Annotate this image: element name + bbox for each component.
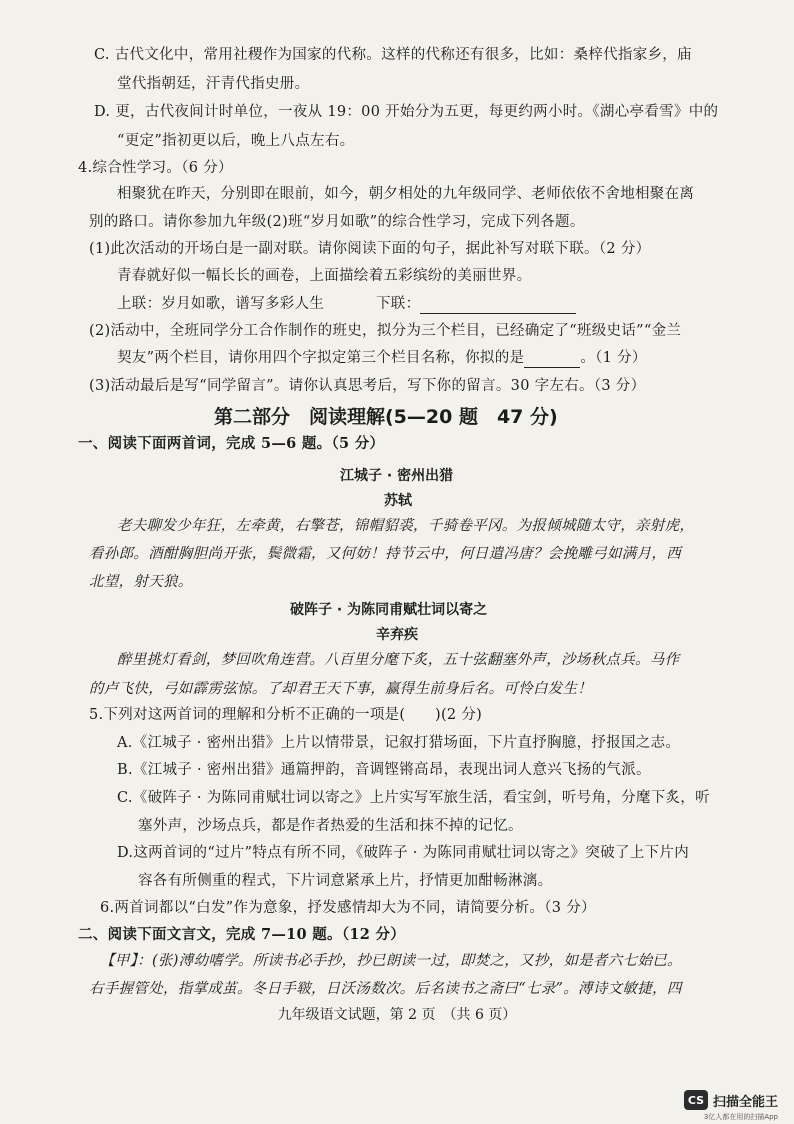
poem-2-title: 破阵子 · 为陈同甫赋壮词以寄之 (290, 602, 488, 618)
question-5-option-a: A.《江城子 · 密州出猎》上片以情带景，记叙打猎场面，下片直抒胸臆，抒报国之志。 (117, 735, 681, 751)
poem-1-title: 江城子 · 密州出猎 (340, 468, 454, 484)
section-1-intro: 一、阅读下面两首词，完成 5—6 题。（5 分） (78, 435, 385, 452)
poem-1-line-1: 老夫聊发少年狂，左牵黄，右擎苍，锦帽貂裘，千骑卷平冈。为报倾城随太守，亲射虎， (117, 518, 695, 534)
question-4-sub-1-sentence: 青春就好似一幅长长的画卷，上面描绘着五彩缤纷的美丽世界。 (117, 268, 532, 284)
poem-1-line-2: 看孙郎。酒酣胸胆尚开张，鬓微霜，又何妨！持节云中，何日遣冯唐？会挽雕弓如满月，西 (89, 546, 681, 562)
option-c-line-2: 堂代指朝廷，汗青代指史册。 (117, 76, 310, 92)
question-5-option-d-line-1: D.这两首词的“过片”特点有所不同，《破阵子 · 为陈同甫赋壮词以寄之》突破了上下片内 (117, 845, 690, 861)
poem-1-line-3: 北望，射天狼。 (89, 574, 193, 590)
question-5-option-b: B.《江城子 · 密州出猎》通篇押韵，音调铿锵高昂，表现出词人意兴飞扬的气派。 (117, 762, 651, 778)
poem-2-line-2: 的卢飞快，弓如霹雳弦惊。了却君王天下事，赢得生前身后名。可怜白发生！ (89, 681, 593, 697)
lower-couplet-label: 下联： (376, 296, 421, 312)
scanner-logo-icon: CS (684, 1090, 708, 1110)
question-6: 6.两首词都以“白发”作为意象，抒发感情却大为不同，请简要分析。（3 分） (100, 900, 596, 916)
classical-text-line-1: 【甲】：(张)溥幼嗜学。所读书必手抄，抄已朗读一过，即焚之，又抄，如是者六七始已。 (100, 953, 682, 969)
part-2-heading: 第二部分 阅读理解(5—20 题 47 分) (214, 406, 558, 428)
question-4-intro-line-2: 别的路口。请你参加九年级(2)班“岁月如歌”的综合性学习，完成下列各题。 (89, 214, 585, 230)
poem-2-line-1: 醉里挑灯看剑，梦回吹角连营。八百里分麾下炙，五十弦翻塞外声，沙场秋点兵。马作 (117, 652, 680, 668)
option-c-line-1: C. 古代文化中，常用社稷作为国家的代称。这样的代称还有很多，比如：桑梓代指家乡，庙 (94, 47, 692, 63)
classical-text-line-2: 右手握管处，指掌成茧。冬日手皲，日沃汤数次。后名读书之斋曰“七录”。溥诗文敏捷，四 (89, 981, 682, 997)
question-4-sub-2-line-2 (117, 348, 647, 368)
page-footer: 九年级语文试题，第 2 页 （共 6 页） (277, 1007, 517, 1023)
question-4-sub-1: (1)此次活动的开场白是一副对联。请你阅读下面的句子，据此补写对联下联。（2 分） (89, 241, 651, 257)
poem-2-author: 辛弃疾 (376, 627, 418, 643)
question-4-intro-line-1: 相聚犹在昨天，分别即在眼前，如今，朝夕相处的九年级同学、老师依依不舍地相聚在离 (117, 186, 695, 202)
scanner-watermark (684, 1090, 778, 1110)
question-5-option-c-line-1: C.《破阵子 · 为陈同甫赋壮词以寄之》上片实写军旅生活，看宝剑，听号角，分麾下炙，听 (117, 790, 710, 806)
scanner-tagline: 3亿人都在用的扫描App (703, 1113, 778, 1121)
section-2-intro: 二、阅读下面文言文，完成 7—10 题。（12 分） (78, 926, 406, 943)
question-5-stem: 5.下列对这两首词的理解和分析不正确的一项是( )(2 分) (89, 707, 483, 723)
lower-couplet-answer-blank[interactable] (420, 299, 576, 314)
lower-couplet (376, 294, 576, 314)
question-4-sub-2-text: 契友”两个栏目，请你用四个字拟定第三个栏目名称，你拟的是 (117, 350, 525, 366)
poem-1-author: 苏轼 (384, 493, 412, 509)
scanner-app-name: 扫描全能王 (712, 1094, 778, 1110)
question-4-sub-2-line-1: (2)活动中，全班同学分工合作制作的班史，拟分为三个栏目，已经确定了“班级史话”“金兰 (89, 323, 682, 339)
question-5-option-c-line-2: 塞外声，沙场点兵，都是作者热爱的生活和抹不掉的记忆。 (138, 818, 523, 834)
question-4-sub-3: (3)活动最后是写“同学留言”。请你认真思考后，写下你的留言。30 字左右。（3 分） (89, 378, 646, 394)
option-d-line-1: D. 更，古代夜间计时单位，一夜从 19：00 开始分为五更，每更约两小时。《湖心亭看雪》中的 (94, 104, 719, 120)
question-4-title: 4.综合性学习。（6 分） (78, 160, 233, 176)
upper-couplet: 上联：岁月如歌，谱写多彩人生 (117, 296, 325, 312)
option-d-line-2: “更定”指初更以后，晚上八点左右。 (117, 133, 355, 149)
question-5-option-d-line-2: 容各有所侧重的程式，下片词意紧承上片，抒情更加酣畅淋漓。 (138, 873, 553, 889)
question-4-sub-2-score: 。（1 分） (580, 350, 647, 366)
column-name-answer-blank[interactable] (524, 353, 580, 368)
